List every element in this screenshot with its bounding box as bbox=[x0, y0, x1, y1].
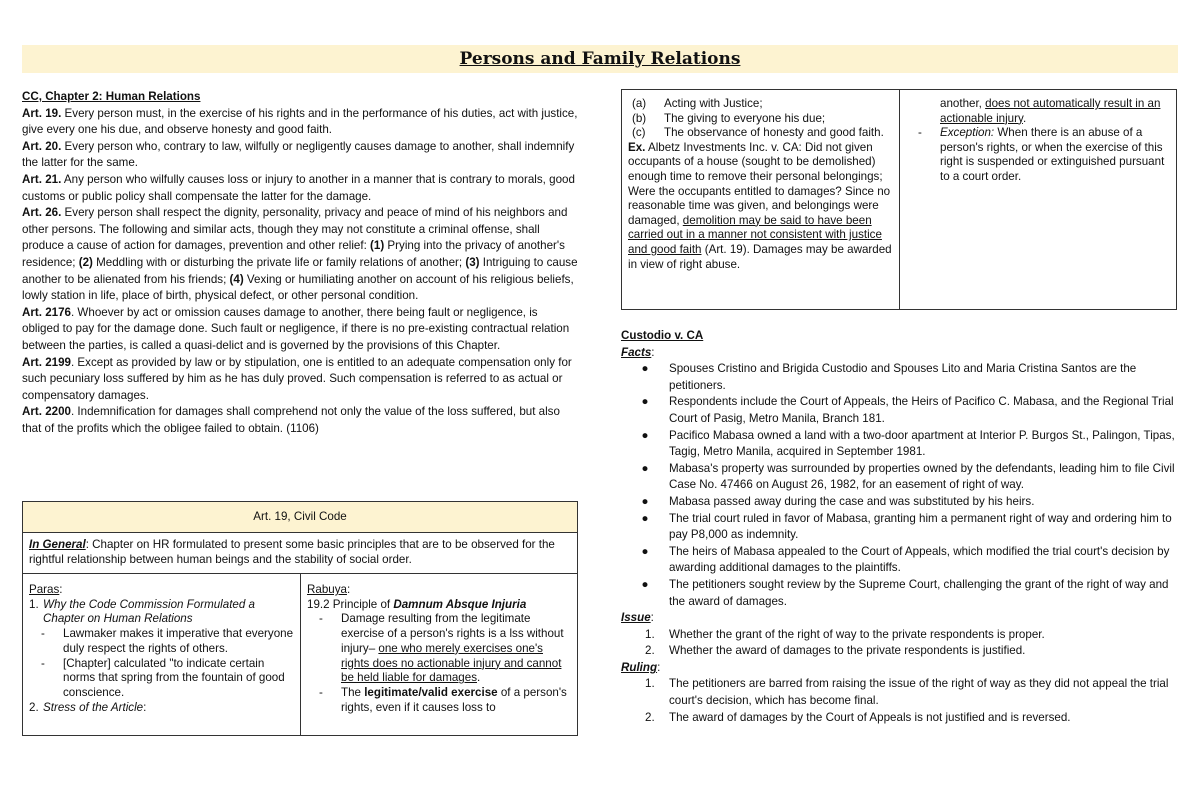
rabuya-cell: Rabuya: 19.2 Principle of Damnum Absque Injuria - Damage resulting from the legitimate exercise of a person's rights is a lss without injury– one who merely exercises one's rights does no actionable injury and cannot be held liable for damages. - The legitimate/valid exercise of a person's rights, even if it causes loss to bbox=[300, 574, 577, 735]
example-paragraph: Ex. Albetz Investments Inc. v. CA: Did not given occupants of a house (sought to be demolished) enough time to remove their personal belongings; Were the occupants entitled to damages? Since no reasonable time was given, and belongings were damaged, demolition may be said to have been carried out in a manner not consistent with justice and good faith (Art. 19). Damages may be awarded in view of right abuse. bbox=[628, 140, 892, 271]
continuation-right-cell: another, does not automatically result in an actionable injury. - Exception: When there is an abuse of a person's rights, or when the exercise of this right is suspended or extinguished pursuant to a court order. bbox=[899, 90, 1176, 309]
left-column bbox=[22, 89, 578, 437]
continuation-left-cell: (a) Acting with Justice; (b) The giving to everyone his due; (c) The observance of honesty and good faith. Ex. Albetz Investments Inc. v. CA: Did not given occupants of a house (sought to be demolished) enough time to remove their personal belongings; Were the occupants entitled to damages? Since no reasonable time was given, and belongings were damaged, demolition may be said to have been carried out in a manner not consistent with justice and good faith (Art. 19). Damages may be awarded in view of right abuse. bbox=[628, 97, 892, 271]
in-general-row: In General: Chapter on HR formulated to present some basic principles that are to be observed for the rightful relationship between human beings and the stability of social order. bbox=[23, 533, 577, 574]
list-item: ● The petitioners sought review by the Supreme Court, challenging the grant of the right of way and the award of damages. bbox=[641, 577, 1169, 608]
list-item: 2. The award of damages by the Court of Appeals is not justified and is reversed. bbox=[645, 710, 1071, 724]
article-21: Art. 21. Any person who wilfully causes loss or injury to another in a manner that is contrary to morals, good customs or public policy shall compensate the latter for the damage. bbox=[22, 172, 575, 203]
list-item: ● The trial court ruled in favor of Mabasa, granting him a permanent right of way and ordering him to pay P8,000 as indemnity. bbox=[641, 511, 1172, 542]
title-bar bbox=[22, 45, 1178, 73]
list-item: 1. The petitioners are barred from raising the issue of the right of way as they did not appeal the trial court's decision, which has become final. bbox=[645, 677, 1169, 708]
page-title: Persons and Family Relations bbox=[459, 49, 741, 69]
custodio-case: Custodio v. CA Facts: ● Spouses Cristino and Brigida Custodio and Spouses Lito and Maria Cristina Santos are the petitioners. ● Respondents include the Court of Appeals, the Heirs of Pacifico C. Mabasa, and the Regional Trial Court of Pasig, Metro Manila, Branch 181. ● Pacifico Mabasa owned a land with a two-door apartment at Interior P. Burgos St., Palingon, Tipas, Tagig, Metro Manila, acquired in September 1981. ● Mabasa's property was surrounded by properties owned by the defendants, leading him to file Civil Case No. 47466 on August 26, 1982, for an easement of right of way. ● Mabasa passed away during the case and was substituted by his heirs. ● The trial court ruled in favor of Mabasa, granting him a permanent right of way and ordering him to pay P8,000 as indemnity. ● The heirs of Mabasa appealed to the Court of Appeals, which modified the trial court's decision by awarding additional damages to the plaintiffs. ● The petitioners sought review by the Supreme Court, challenging the grant of the right of way and the award of damages. Issue: 1. Whether the grant of the right of way to the private respondents is proper. 2. Whether the award of damages to the private respondents is justified. Ruling: 1. The petitioners are barred from raising the issue of the right of way as they did not appeal the trial court's decision, which has become final. 2. The award of damages by the Court of Appeals is not justified and is reversed. bbox=[621, 328, 1177, 726]
case-title: Custodio v. CA bbox=[621, 329, 704, 342]
continuation-table bbox=[621, 89, 1177, 310]
article-20: Art. 20. Every person who, contrary to law, wilfully or negligently causes damage to another, shall indemnify the latter for the same. bbox=[22, 139, 575, 170]
article-2200: Art. 2200. Indemnification for damages shall comprehend not only the value of the loss suffered, but also that of the profits which the obligee failed to obtain. (1106) bbox=[22, 405, 560, 435]
paras-cell: Paras: 1. Why the Code Commission Formulated a Chapter on Human Relations - Lawmaker makes it imperative that everyone duly respect the rights of others. - [Chapter] calculated "to indicate certain norms that spring from the fountain of good conscience. 2. Stress of the Article: bbox=[29, 583, 294, 714]
list-item: ● Pacifico Mabasa owned a land with a two-door apartment at Interior P. Burgos St., Palingon, Tipas, Tagig, Metro Manila, acquired in September 1981. bbox=[641, 428, 1175, 459]
list-item: ● The heirs of Mabasa appealed to the Court of Appeals, which modified the trial court's decision by awarding additional damages to the plaintiffs. bbox=[641, 544, 1170, 575]
art19-table-header: Art. 19, Civil Code bbox=[23, 502, 577, 533]
list-item: 2. Whether the award of damages to the private respondents is justified. bbox=[645, 644, 1026, 658]
article-2199: Art. 2199. Except as provided by law or by stipulation, one is entitled to an adequate compensation only for such pecuniary loss suffered by him as he has duly proved. Such compensation is referred to as actual or compensatory damages. bbox=[22, 355, 572, 402]
list-item: ● Respondents include the Court of Appeals, the Heirs of Pacifico C. Mabasa, and the Regional Trial Court of Pasig, Metro Manila, Branch 181. bbox=[641, 395, 1174, 425]
article-26: Art. 26. Every person shall respect the dignity, personality, privacy and peace of mind of his neighbors and other persons. The following and similar acts, though they may not constitute a criminal offense, shall produce a cause of action for damages, prevention and other relief: (1) Prying into the privacy of another's residence; (2) Meddling with or disturbing the private life or family relations of another; (3) Intriguing to cause another to be alienated from his friends; (4) Vexing or humiliating another on account of his religious beliefs, lowly station in life, place of birth, physical defect, or other personal condition. bbox=[22, 206, 578, 303]
chapter-heading: CC, Chapter 2: Human Relations bbox=[22, 90, 201, 103]
list-item: 1. Whether the grant of the right of way to the private respondents is proper. bbox=[645, 627, 1045, 641]
art19-table bbox=[22, 501, 578, 736]
list-item: ● Spouses Cristino and Brigida Custodio and Spouses Lito and Maria Cristina Santos are the petitioners. bbox=[641, 362, 1137, 392]
list-item: ● Mabasa's property was surrounded by properties owned by the defendants, leading him to file Civil Case No. 47466 on August 26, 1982, for an easement of right of way. bbox=[641, 461, 1175, 492]
list-item: ● Mabasa passed away during the case and was substituted by his heirs. bbox=[641, 494, 1035, 508]
article-2176: Art. 2176. Whoever by act or omission causes damage to another, there being fault or negligence, is obliged to pay for the damage done. Such fault or negligence, if there is no pre-existing contractual relation between the parties, is called a quasi-delict and is governed by the provisions of this Chapter. bbox=[22, 305, 570, 352]
article-19: Art. 19. Every person must, in the exercise of his rights and in the performance of his duties, act with justice, give every one his due, and observe honesty and good faith. bbox=[22, 106, 578, 137]
